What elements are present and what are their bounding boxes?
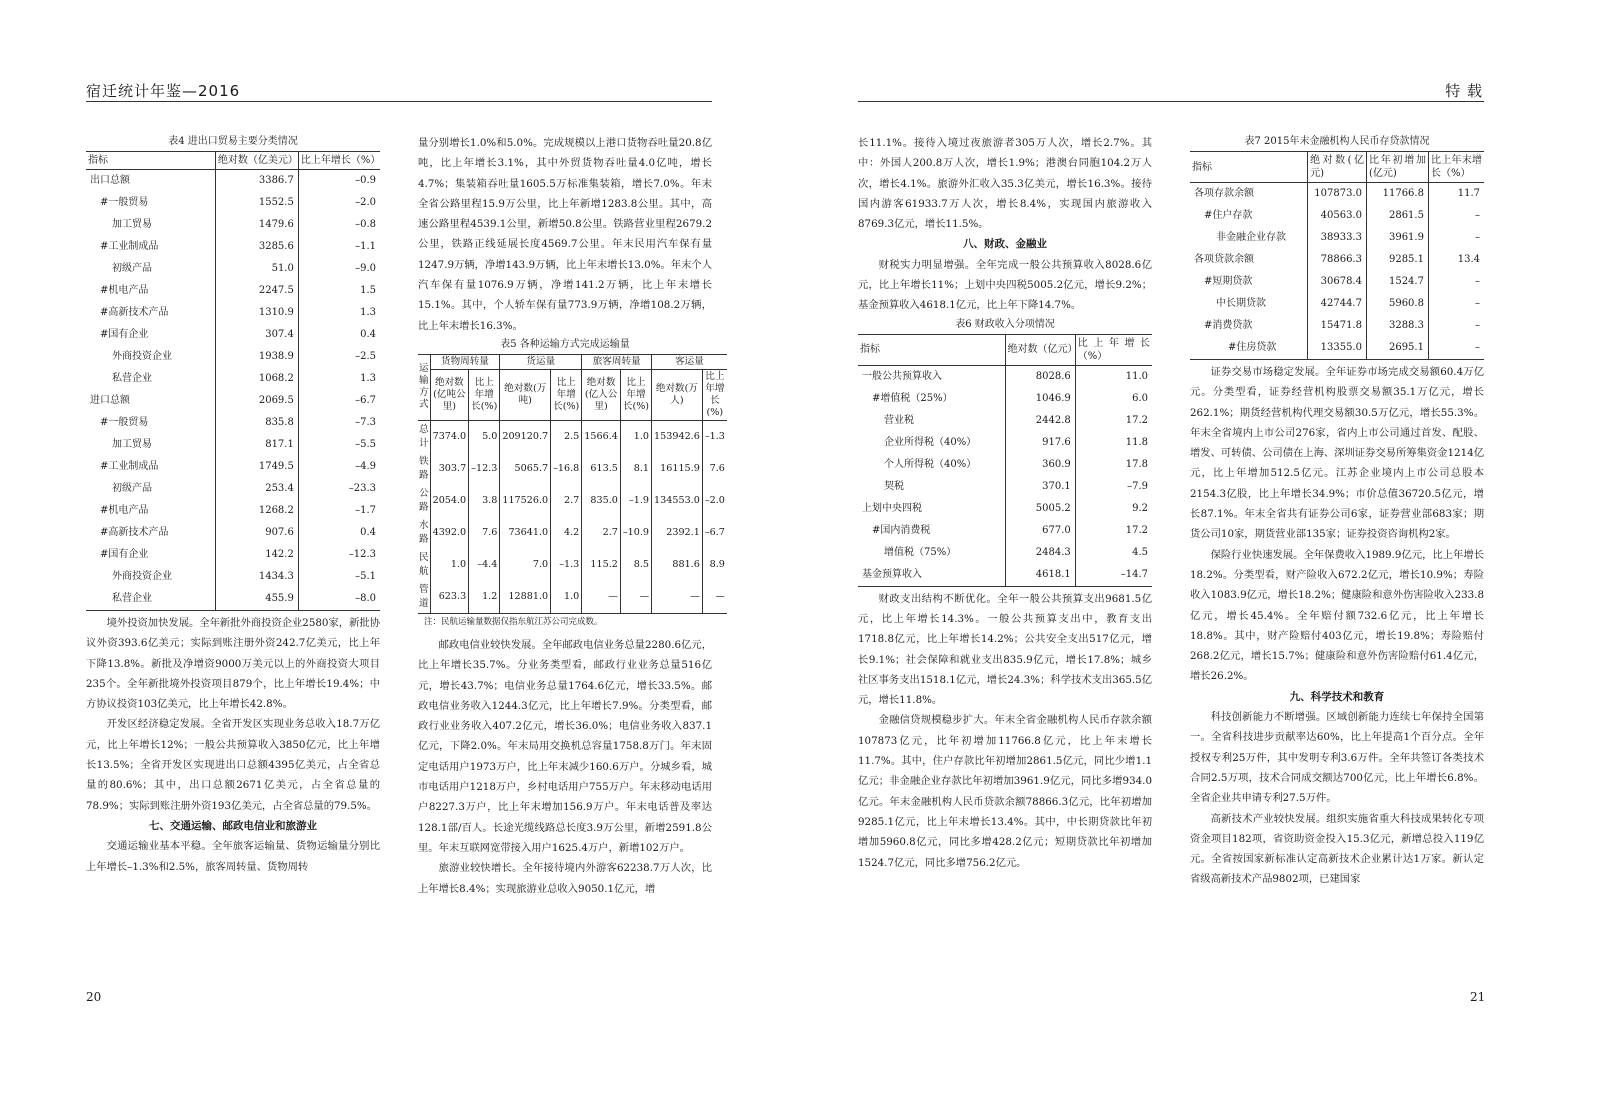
table6-caption: 表6 财政收入分项情况 xyxy=(955,318,1055,330)
column-3 xyxy=(858,133,1152,873)
table-row xyxy=(86,434,380,456)
table5-subheader: 绝对数(万吨) xyxy=(500,369,551,420)
cell-value: 2442.8 xyxy=(1005,410,1075,432)
cell-value: –8.0 xyxy=(355,593,376,604)
cell-value: 2.7 xyxy=(551,485,582,517)
table5-subheader: 比上年增长(%) xyxy=(551,369,582,420)
table4-caption: 表4 进出口贸易主要分类情况 xyxy=(168,136,298,147)
right-header-rule xyxy=(858,101,1484,102)
row-label: #短期贷款 xyxy=(1190,271,1308,293)
cell-value: 1.5 xyxy=(360,285,376,296)
cell-value: 11.0 xyxy=(1125,370,1148,382)
left-header-title: 宿迁统计年鉴—2016 xyxy=(86,82,241,100)
cell-value: 2054.0 xyxy=(430,485,469,517)
table4-header-growth: 比上年增长（%） xyxy=(298,152,380,170)
row-label: #一般贸易 xyxy=(86,412,215,434)
cell-value: – xyxy=(1475,210,1480,221)
cell-value: 2695.1 xyxy=(1366,337,1428,360)
table7-header-indicator: 指标 xyxy=(1190,152,1308,183)
table-row xyxy=(86,412,380,434)
row-label: 各项贷款余额 xyxy=(1190,249,1308,271)
cell-value: –2.5 xyxy=(355,351,376,362)
table-row xyxy=(418,485,727,517)
section-heading-7: 七、交通运输、邮政电信业和旅游业 xyxy=(149,819,317,832)
cell-value: 4618.1 xyxy=(1005,564,1075,587)
cell-value: –2.0 xyxy=(355,197,376,208)
cell-value: 7.0 xyxy=(500,549,551,581)
table5-subheader: 比上年增长(%) xyxy=(702,369,727,420)
cell-value: – xyxy=(1475,342,1480,353)
row-label: 加工贸易 xyxy=(86,434,215,456)
cell-value: –0.8 xyxy=(355,219,376,230)
cell-value: –1.3 xyxy=(551,549,582,581)
cell-value: 1479.6 xyxy=(215,214,298,236)
cell-value: –12.3 xyxy=(348,549,376,560)
cell-value: –1.7 xyxy=(355,505,376,516)
cell-value: 209120.7 xyxy=(500,420,551,453)
cell-value: 623.3 xyxy=(430,581,469,614)
row-label: #国有企业 xyxy=(86,324,215,346)
paragraph: 长11.1%。接待入境过夜旅游者305万人次，增长2.7%。其中：外国人200.8万人次，增长1.9%；港澳台同胞104.2万人次，增长4.1%。旅游外汇收入35.3亿美元，增长16.3%。接待国内游客61933.7万人次，增长8.4%，实现国内旅游收入8769.3亿元，增长11.5%。 xyxy=(858,137,1152,231)
cell-value: 11.8 xyxy=(1125,436,1148,448)
left-page-number: 20 xyxy=(86,990,102,1004)
cell-value: 1.3 xyxy=(360,373,376,384)
cell-value: 134553.0 xyxy=(652,485,703,517)
cell-value: 107873.0 xyxy=(1308,183,1367,206)
row-label: 上划中央四税 xyxy=(858,498,1005,520)
table-row xyxy=(86,258,380,280)
table-row xyxy=(858,542,1152,564)
cell-value: 1.3 xyxy=(360,307,376,318)
row-label: #工业制成品 xyxy=(86,456,215,478)
cell-value: – xyxy=(1475,298,1480,309)
cell-value: 1524.7 xyxy=(1366,271,1428,293)
table-row xyxy=(1190,337,1484,360)
table4-header-indicator: 指标 xyxy=(86,152,215,170)
table6-header-absolute: 绝对数（亿元） xyxy=(1005,334,1075,365)
cell-value: 907.6 xyxy=(215,522,298,544)
cell-value: — xyxy=(620,581,651,614)
row-label: 个人所得税（40%） xyxy=(858,454,1005,476)
table-row xyxy=(86,368,380,390)
cell-value: 40563.0 xyxy=(1308,205,1367,227)
table-row xyxy=(86,544,380,566)
cell-value: 360.9 xyxy=(1005,454,1075,476)
row-label: 企业所得税（40%） xyxy=(858,432,1005,454)
cell-value: 835.8 xyxy=(215,412,298,434)
table-row xyxy=(858,564,1152,587)
cell-value: 1.2 xyxy=(469,581,500,614)
cell-value: 42744.7 xyxy=(1308,293,1367,315)
cell-value: 17.8 xyxy=(1125,458,1148,470)
table7 xyxy=(1190,151,1484,360)
cell-value: 0.4 xyxy=(360,527,376,538)
row-label: 契税 xyxy=(858,476,1005,498)
row-label: #消费贷款 xyxy=(1190,315,1308,337)
cell-value: –1.3 xyxy=(702,420,727,453)
cell-value: 835.0 xyxy=(582,485,621,517)
section-heading-9: 九、科学技术和教育 xyxy=(1289,690,1385,703)
row-label: 初级产品 xyxy=(86,258,215,280)
paragraph: 证券交易市场稳定发展。全年证券市场完成交易额60.4万亿元。分类型看，证券经营机构股票交易额35.1万亿元，增长262.1%；期货经营机构代理交易额30.5万亿元，增长55.3%。年末全省境内上市公司276家，省内上市公司通过首发、配股、增发、可转债、公司债在上海、深圳证券交易所筹集资金1214亿元，比上年增加512.5亿元。江苏企业境内上市公司总股本2154.3亿股，比上年增长34.9%；市价总值36720.5亿元，增长87.1%。年末全省共有证券公司6家，证券营业部683家；期货公司10家，期货营业部135家；证券投资咨询机构2家。 xyxy=(1190,366,1484,541)
cell-value: 73641.0 xyxy=(500,517,551,549)
row-label: 外商投资企业 xyxy=(86,346,215,368)
cell-value: 117526.0 xyxy=(500,485,551,517)
cell-value: –7.9 xyxy=(1127,480,1148,492)
table-row xyxy=(86,170,380,193)
cell-value: 2247.5 xyxy=(215,280,298,302)
cell-value: –10.9 xyxy=(620,517,651,549)
section-heading-8: 八、财政、金融业 xyxy=(963,238,1047,251)
cell-value: 17.2 xyxy=(1125,414,1148,426)
table7-header-increase: 比年初增加(亿元) xyxy=(1366,152,1428,183)
cell-value: 5.0 xyxy=(469,420,500,453)
table5-group-passenger-volume: 客运量 xyxy=(652,354,727,369)
cell-value: –2.0 xyxy=(702,485,727,517)
cell-value: 1749.5 xyxy=(215,456,298,478)
table-row xyxy=(418,581,727,614)
table-row xyxy=(418,420,727,453)
cell-value: 8.5 xyxy=(620,549,651,581)
cell-value: –4.4 xyxy=(469,549,500,581)
cell-value: 1268.2 xyxy=(215,500,298,522)
table-row xyxy=(86,456,380,478)
table5-subheader: 绝对数(亿吨公里) xyxy=(430,369,469,420)
table5-subheader: 比上年增长(%) xyxy=(620,369,651,420)
cell-value: 917.6 xyxy=(1005,432,1075,454)
row-label: 中长期贷款 xyxy=(1190,293,1308,315)
table5-caption: 表5 各种运输方式完成运输量 xyxy=(500,338,630,350)
cell-value: 4.2 xyxy=(551,517,582,549)
paragraph: 高新技术产业较快发展。组织实施省重大科技成果转化专项资金项目182项，省资助资金投入15.3亿元，新增总投入119亿元。全省按国家新标准认定高新技术企业累计达1万家。新认定省级高新技术产品9802项，已建国家 xyxy=(1190,812,1484,886)
cell-value: 16115.9 xyxy=(652,453,703,485)
cell-value: 1.0 xyxy=(620,420,651,453)
cell-value: 2069.5 xyxy=(215,390,298,412)
row-label: 总计 xyxy=(418,420,430,453)
cell-value: 2392.1 xyxy=(652,517,703,549)
column-1 xyxy=(86,133,380,877)
row-label: 外商投资企业 xyxy=(86,566,215,588)
left-header-rule xyxy=(86,101,712,102)
table-row xyxy=(86,522,380,544)
cell-value: 7374.0 xyxy=(430,420,469,453)
cell-value: 4.5 xyxy=(1132,546,1148,558)
cell-value: –5.5 xyxy=(355,439,376,450)
cell-value: 9.2 xyxy=(1132,502,1148,514)
cell-value: – xyxy=(1475,276,1480,287)
row-label: #机电产品 xyxy=(86,280,215,302)
cell-value: 3285.6 xyxy=(215,236,298,258)
cell-value: –4.9 xyxy=(355,461,376,472)
row-label: #国内消费税 xyxy=(858,520,1005,542)
row-label: 初级产品 xyxy=(86,478,215,500)
table6-header-growth: 比上年增长（%） xyxy=(1075,334,1152,365)
cell-value: 1.0 xyxy=(430,549,469,581)
table-row xyxy=(86,236,380,258)
cell-value: 613.5 xyxy=(582,453,621,485)
cell-value: 6.0 xyxy=(1132,392,1148,404)
cell-value: 153942.6 xyxy=(652,420,703,453)
row-label: 各项存款余额 xyxy=(1190,183,1308,206)
table-row xyxy=(418,517,727,549)
cell-value: 78866.3 xyxy=(1308,249,1367,271)
cell-value: –5.1 xyxy=(355,571,376,582)
table-row xyxy=(86,324,380,346)
table4-header-absolute: 绝对数（亿美元） xyxy=(215,152,298,170)
row-label: #一般贸易 xyxy=(86,192,215,214)
paragraph: 金融信贷规模稳步扩大。年末全省金融机构人民币存款余额107873亿元，比年初增加11766.8亿元，比上年末增长11.7%。其中，住户存款比年初增加2861.5亿元，同比少增1.1亿元；非金融企业存款比年初增加3961.9亿元，同比多增934.0亿元。年末金融机构人民币贷款余额78866.3亿元，比年初增加9285.1亿元，比上年末增长13.4%。其中，中长期贷款比年初增加5960.8亿元，同比多增428.2亿元；短期贷款比年初增加1524.7亿元，同比多增756.2亿元。 xyxy=(858,714,1152,869)
table-row xyxy=(1190,227,1484,249)
cell-value: 8.1 xyxy=(620,453,651,485)
paragraph: 财税实力明显增强。全年完成一般公共预算收入8028.6亿元，比上年增长11%；上划中央四税5005.2亿元，增长9.2%；基金预算收入4618.1亿元，比上年下降14.7%。 xyxy=(858,258,1152,312)
column-4 xyxy=(1190,133,1484,890)
row-label: 民航 xyxy=(418,549,430,581)
cell-value: 1938.9 xyxy=(215,346,298,368)
cell-value: 2861.5 xyxy=(1366,205,1428,227)
cell-value: 303.7 xyxy=(430,453,469,485)
table-row xyxy=(858,365,1152,388)
table-row xyxy=(1190,249,1484,271)
row-label: 公路 xyxy=(418,485,430,517)
table-row xyxy=(858,520,1152,542)
cell-value: 0.4 xyxy=(360,329,376,340)
table-row xyxy=(418,549,727,581)
cell-value: 3.8 xyxy=(469,485,500,517)
cell-value: 3386.7 xyxy=(215,170,298,193)
cell-value: 38933.3 xyxy=(1308,227,1367,249)
cell-value: 13.4 xyxy=(1457,254,1480,265)
cell-value: 3961.9 xyxy=(1366,227,1428,249)
table-row xyxy=(86,346,380,368)
paragraph: 保险行业快速发展。全年保费收入1989.9亿元，比上年增长18.2%。分类型看，财产险收入672.2亿元，增长10.9%；寿险收入1083.9亿元，增长18.2%；健康险和意外伤害险收入233.8亿元，增长45.4%。全年赔付额732.6亿元，比上年增长18.8%。其中，财产险赔付403亿元，增长19.8%；寿险赔付268.2亿元，增长15.7%；健康险和意外伤害险赔付61.4亿元，增长26.2%。 xyxy=(1190,548,1484,683)
row-label: #国有企业 xyxy=(86,544,215,566)
cell-value: 677.0 xyxy=(1005,520,1075,542)
cell-value: 881.6 xyxy=(652,549,703,581)
cell-value: –12.3 xyxy=(469,453,500,485)
table5-header-mode: 运输方式 xyxy=(418,354,430,420)
row-label: 非金融企业存款 xyxy=(1190,227,1308,249)
cell-value: 13355.0 xyxy=(1308,337,1367,360)
table5-subheader: 比上年增长(%) xyxy=(469,369,500,420)
row-label: 增值税（75%） xyxy=(858,542,1005,564)
paragraph: 科技创新能力不断增强。区域创新能力连续七年保持全国第一。全省科技进步贡献率达60%，比上年提高1个百分点。全年授权专利25万件，其中发明专利3.6万件。全年共签订各类技术合同2.5万项，技术合同成交额达700亿元，比上年增长6.8%。全省企业共申请专利27.5万件。 xyxy=(1190,711,1484,805)
table-row xyxy=(418,453,727,485)
table5-note: 注：民航运输量数据仅指东航江苏公司完成数。 xyxy=(424,616,603,627)
table-row xyxy=(86,280,380,302)
row-label: 营业税 xyxy=(858,410,1005,432)
table-row xyxy=(1190,271,1484,293)
cell-value: 2484.3 xyxy=(1005,542,1075,564)
cell-value: 15471.8 xyxy=(1308,315,1367,337)
column-2 xyxy=(418,133,725,899)
cell-value: 4392.0 xyxy=(430,517,469,549)
cell-value: 5005.2 xyxy=(1005,498,1075,520)
cell-value: 370.1 xyxy=(1005,476,1075,498)
paragraph: 量分别增长1.0%和5.0%。完成规模以上港口货物吞吐量20.8亿吨，比上年增长3.1%，其中外贸货物吞吐量4.0亿吨，增长4.7%；集装箱吞吐量1605.5万标准集装箱，增长7.0%。年末全省公路里程15.9万公里，比上年新增1283.8公里。其中，高速公路里程4539.1公里，新增50.8公里。铁路营业里程2679.2公里，铁路正线延展长度4569.7公里。年末民用汽车保有量1247.9万辆，净增143.9万辆，比上年末增长13.0%。年末个人汽车保有量1076.9万辆，净增141.2万辆，比上年末增长15.1%。其中，个人轿车保有量773.9万辆，净增108.2万辆，比上年末增长16.3%。 xyxy=(418,137,712,332)
row-label: #住户存款 xyxy=(1190,205,1308,227)
cell-value: 51.0 xyxy=(215,258,298,280)
cell-value: –16.8 xyxy=(551,453,582,485)
row-label: #高新技术产品 xyxy=(86,522,215,544)
cell-value: 142.2 xyxy=(215,544,298,566)
table5-group-freight-turnover: 货物周转量 xyxy=(430,354,500,369)
right-header-title: 特 载 xyxy=(1445,82,1483,100)
cell-value: 3288.3 xyxy=(1366,315,1428,337)
table5-group-freight-volume: 货运量 xyxy=(500,354,582,369)
table-row xyxy=(858,410,1152,432)
row-label: 进口总额 xyxy=(86,390,215,412)
cell-value: 1.0 xyxy=(551,581,582,614)
cell-value: — xyxy=(582,581,621,614)
cell-value: 11.7 xyxy=(1457,188,1480,199)
table-row xyxy=(86,500,380,522)
table5-group-passenger-turnover: 旅客周转量 xyxy=(582,354,652,369)
cell-value: 5065.7 xyxy=(500,453,551,485)
cell-value: –23.3 xyxy=(348,483,376,494)
cell-value: 1046.9 xyxy=(1005,388,1075,410)
table-row xyxy=(858,454,1152,476)
table7-header-growth: 比上年末增长（%） xyxy=(1428,152,1484,183)
table-row xyxy=(1190,183,1484,206)
cell-value: — xyxy=(702,581,727,614)
cell-value: 455.9 xyxy=(215,588,298,611)
row-label: 管道 xyxy=(418,581,430,614)
table5-subheader: 绝对数(亿人公里) xyxy=(582,369,621,420)
row-label: #机电产品 xyxy=(86,500,215,522)
row-label: #增值税（25%） xyxy=(858,388,1005,410)
cell-value: 1310.9 xyxy=(215,302,298,324)
cell-value: 7.6 xyxy=(702,453,727,485)
cell-value: 8.9 xyxy=(702,549,727,581)
table-row xyxy=(858,476,1152,498)
cell-value: 5960.8 xyxy=(1366,293,1428,315)
cell-value: 115.2 xyxy=(582,549,621,581)
table5 xyxy=(418,354,727,614)
cell-value: 7.6 xyxy=(469,517,500,549)
paragraph: 财政支出结构不断优化。全年一般公共预算支出9681.5亿元，比上年增长14.3%。一般公共预算支出中，教育支出1718.8亿元，比上年增长14.2%；公共安全支出517亿元，增长9.1%；社会保障和就业支出835.9亿元，增长17.8%；城乡社区事务支出1518.1亿元，增长24.3%；科学技术支出365.5亿元，增长11.8%。 xyxy=(858,592,1152,707)
row-label: 私营企业 xyxy=(86,368,215,390)
row-label: 基金预算收入 xyxy=(858,564,1005,587)
table-row xyxy=(86,214,380,236)
table4 xyxy=(86,151,380,611)
table-row xyxy=(86,192,380,214)
cell-value: 253.4 xyxy=(215,478,298,500)
table-row xyxy=(1190,315,1484,337)
cell-value: – xyxy=(1475,232,1480,243)
table7-caption: 表7 2015年末金融机构人民币存贷款情况 xyxy=(1244,136,1430,147)
cell-value: 8028.6 xyxy=(1005,365,1075,388)
table-row xyxy=(858,432,1152,454)
cell-value: –6.7 xyxy=(355,395,376,406)
cell-value: 1434.3 xyxy=(215,566,298,588)
cell-value: 12881.0 xyxy=(500,581,551,614)
paragraph: 境外投资加快发展。全年新批外商投资企业2580家，新批协议外资393.6亿美元；实际到账注册外资242.7亿美元，比上年下降13.8%。新批及净增资9000万美元以上的外商投资大项目235个。全年新批境外投资项目879个，比上年增长19.4%；中方协议投资103亿美元，比上年增长42.8%。 xyxy=(86,617,380,711)
table-row xyxy=(858,498,1152,520)
cell-value: –14.7 xyxy=(1120,568,1148,580)
cell-value: –9.0 xyxy=(355,263,376,274)
cell-value: 2.7 xyxy=(582,517,621,549)
table-row xyxy=(86,390,380,412)
table-row xyxy=(86,478,380,500)
table6-header-indicator: 指标 xyxy=(858,334,1005,365)
cell-value: 307.4 xyxy=(215,324,298,346)
right-page-number: 21 xyxy=(1470,990,1486,1004)
row-label: 一般公共预算收入 xyxy=(858,365,1005,388)
paragraph: 旅游业较快增长。全年接待境内外游客62238.7万人次，比上年增长8.4%；实现旅游业总收入9050.1亿元，增 xyxy=(418,862,712,895)
cell-value: –0.9 xyxy=(355,175,376,186)
table-row xyxy=(858,388,1152,410)
cell-value: 1068.2 xyxy=(215,368,298,390)
table-row xyxy=(86,588,380,611)
table-row xyxy=(86,302,380,324)
table5-subheader: 绝对数(万人) xyxy=(652,369,703,420)
table6 xyxy=(858,334,1152,587)
row-label: #高新技术产品 xyxy=(86,302,215,324)
paragraph: 交通运输业基本平稳。全年旅客运输量、货物运输量分别比上年增长–1.3%和2.5%，旅客周转量、货物周转 xyxy=(86,840,380,873)
row-label: 水路 xyxy=(418,517,430,549)
cell-value: –1.1 xyxy=(355,241,376,252)
table7-header-absolute: 绝对数(亿元) xyxy=(1308,152,1367,183)
cell-value: 817.1 xyxy=(215,434,298,456)
cell-value: 17.2 xyxy=(1125,524,1148,536)
table-row xyxy=(1190,205,1484,227)
cell-value: – xyxy=(1475,320,1480,331)
row-label: 铁路 xyxy=(418,453,430,485)
cell-value: –7.3 xyxy=(355,417,376,428)
table-row xyxy=(1190,293,1484,315)
cell-value: 9285.1 xyxy=(1366,249,1428,271)
cell-value: 11766.8 xyxy=(1366,183,1428,206)
paragraph: 开发区经济稳定发展。全省开发区实现业务总收入18.7万亿元，比上年增长12%；一般公共预算收入3850亿元，比上年增长13.5%；全省开发区实现进出口总额4395亿美元，占全省总量的80.6%；其中，出口总额2671亿美元，占全省总量的78.9%；实际到账注册外资193亿美元，占全省总量的79.5%。 xyxy=(86,718,380,812)
cell-value: — xyxy=(652,581,703,614)
cell-value: –6.7 xyxy=(702,517,727,549)
row-label: 私营企业 xyxy=(86,588,215,611)
row-label: 出口总额 xyxy=(86,170,215,193)
cell-value: 2.5 xyxy=(551,420,582,453)
paragraph: 邮政电信业较快发展。全年邮政电信业务总量2280.6亿元，比上年增长35.7%。分业务类型看，邮政行业业务总量516亿元，增长43.7%；电信业务总量1764.6亿元，增长33.5%。邮政电信业务收入1244.3亿元，比上年增长7.9%。分类型看，邮政行业业务收入407.2亿元，增长36.0%；电信业务收入837.1亿元，下降2.0%。年末局用交换机总容量1758.8万门。年末固定电话用户1973万户，比上年末减少160.6万户。分城乡看，城市电话用户1218万户，乡村电话用户755万户。年末移动电话用户8227.3万户，比上年末增加156.9万户。年末电话普及率达128.1部/百人。长途光缆线路总长度3.9万公里，新增2591.8公里。年末互联网宽带接入用户1625.4万户，新增102万户。 xyxy=(418,638,712,854)
cell-value: 30678.4 xyxy=(1308,271,1367,293)
row-label: 加工贸易 xyxy=(86,214,215,236)
cell-value: 1566.4 xyxy=(582,420,621,453)
row-label: #住房贷款 xyxy=(1190,337,1308,360)
cell-value: 1552.5 xyxy=(215,192,298,214)
row-label: #工业制成品 xyxy=(86,236,215,258)
cell-value: –1.9 xyxy=(620,485,651,517)
table-row xyxy=(86,566,380,588)
